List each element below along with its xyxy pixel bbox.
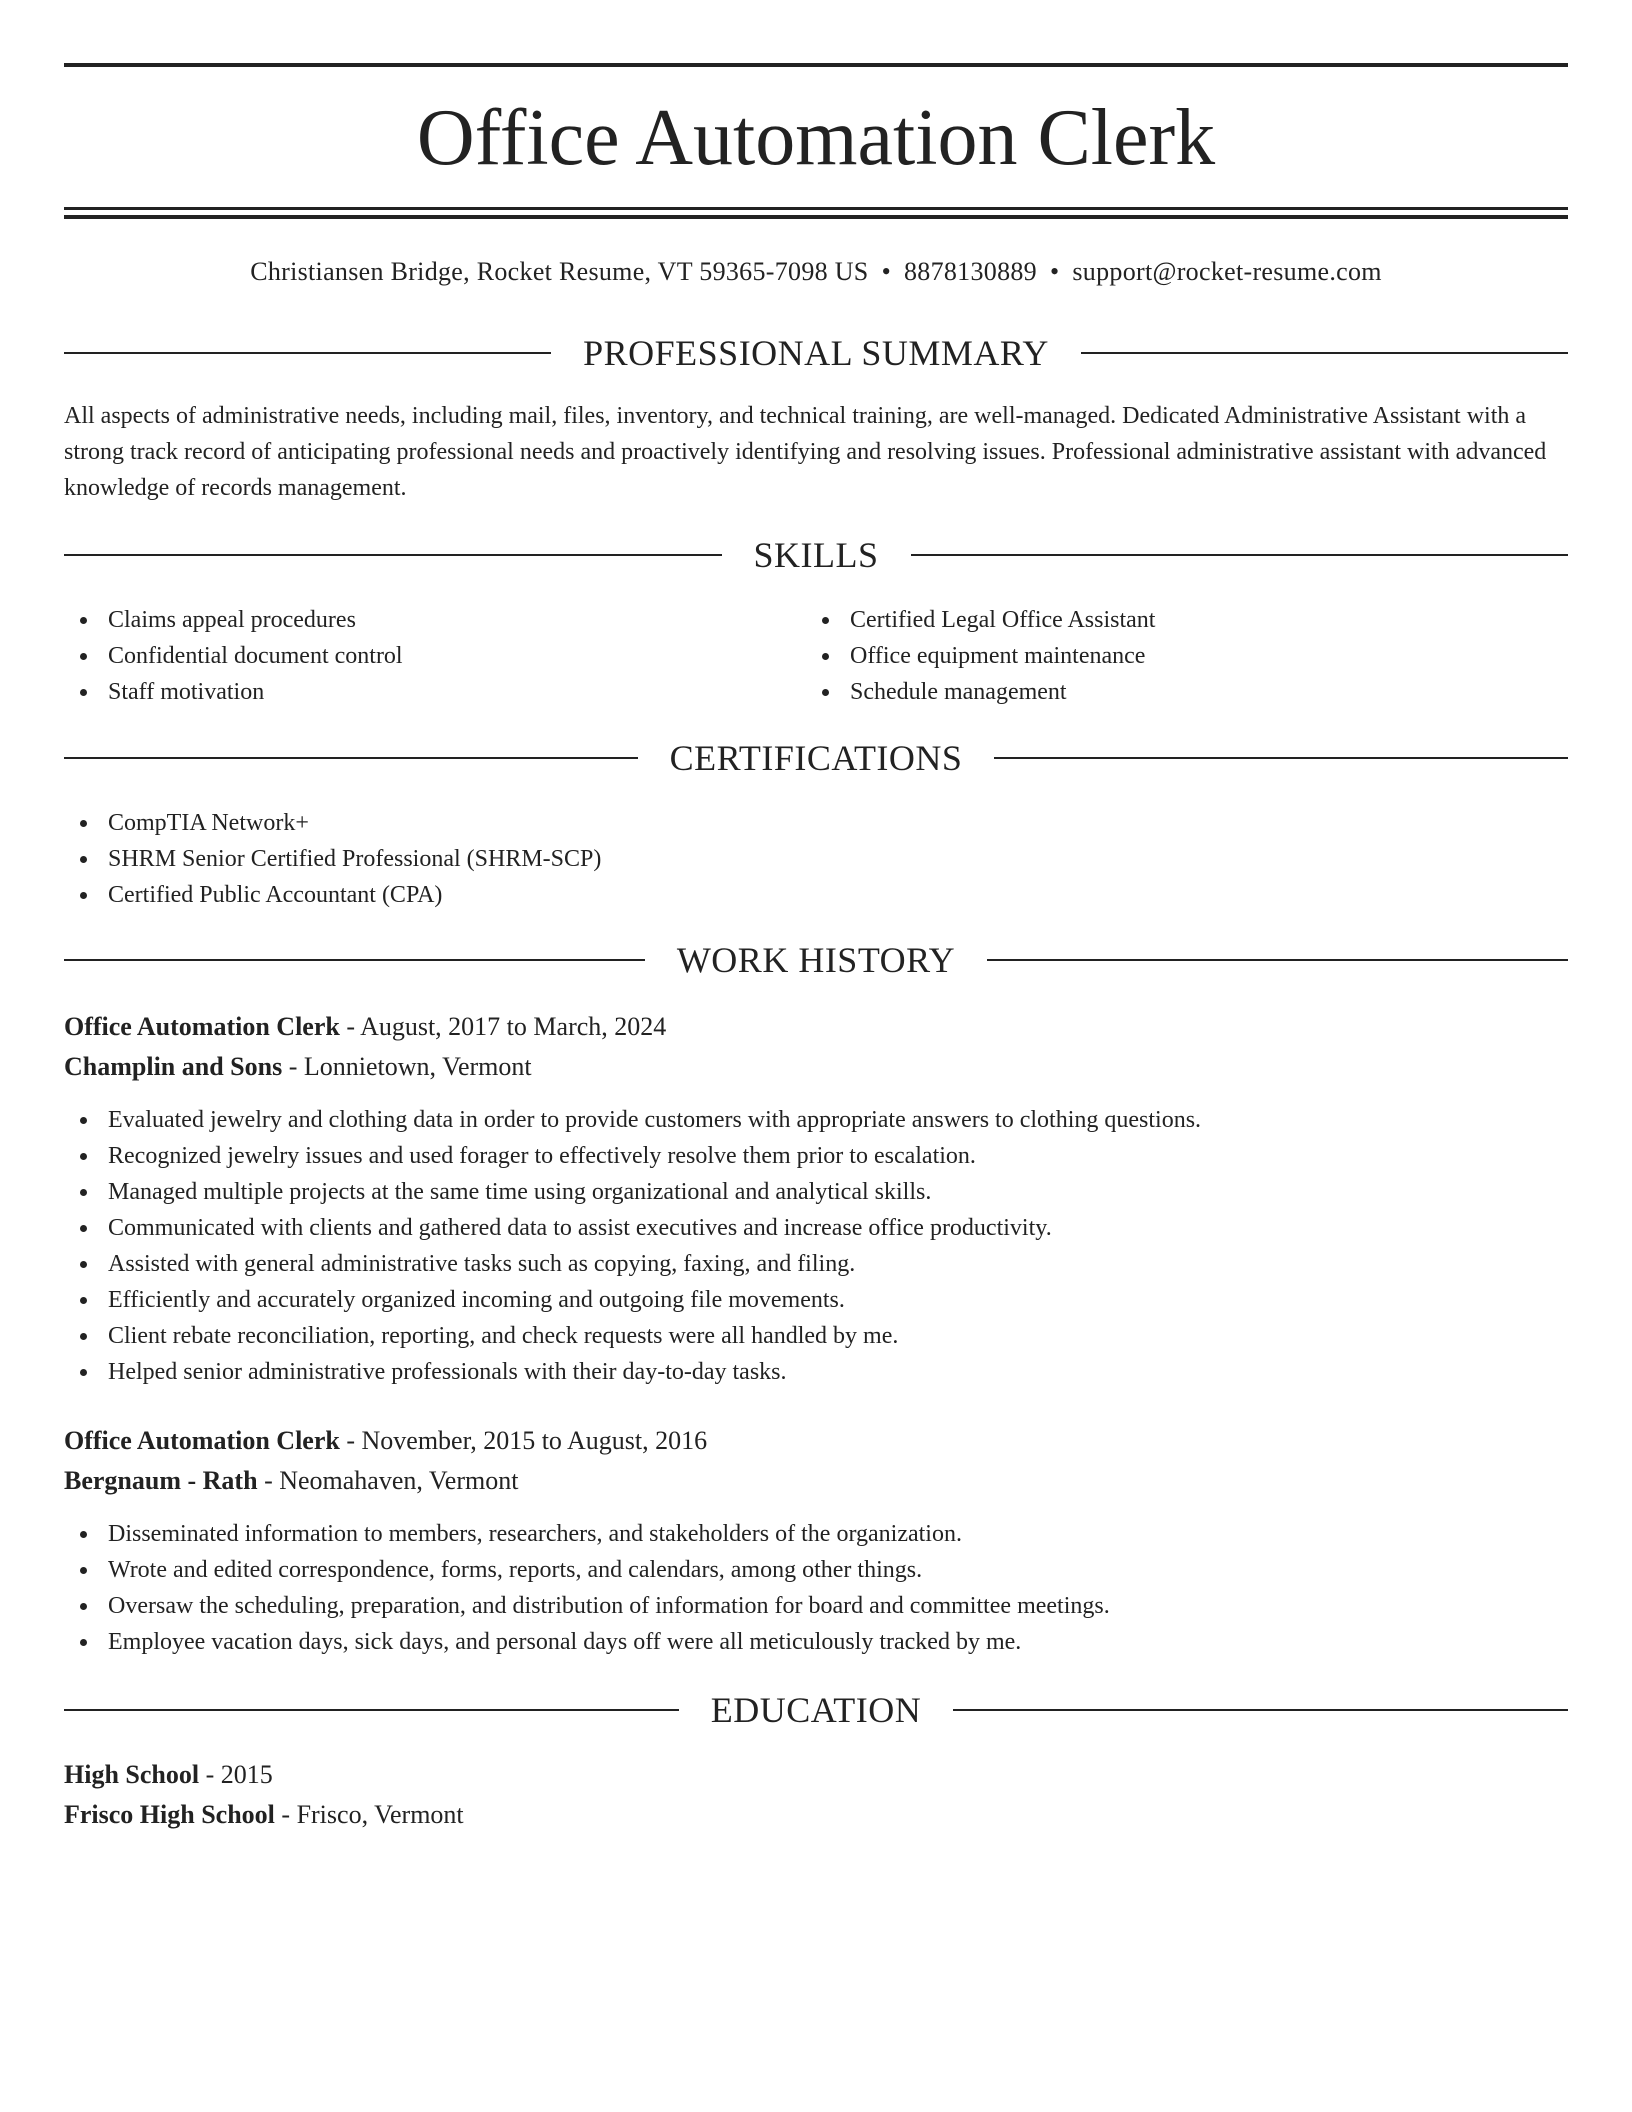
job-company: Bergnaum - Rath [64, 1466, 258, 1495]
skills-heading-label: SKILLS [753, 535, 879, 575]
heading-rule-left [64, 554, 722, 556]
job-title-line [64, 1009, 1568, 1045]
job-company-line [64, 1049, 1568, 1085]
heading-rule-right [1081, 352, 1568, 354]
skill-item: Staff motivation [64, 674, 804, 710]
title-rule-lower [64, 215, 1568, 219]
skill-item: Certified Legal Office Assistant [806, 602, 1546, 638]
heading-rule-left [64, 959, 645, 961]
job-bullet: Oversaw the scheduling, preparation, and distribution of information for board and committee meetings. [64, 1588, 1568, 1624]
education-school-line [64, 1797, 1568, 1833]
job-bullet: Assisted with general administrative tasks such as copying, faxing, and filing. [64, 1246, 1568, 1282]
skill-item: Confidential document control [64, 638, 804, 674]
skills-list-left [64, 602, 804, 710]
contact-separator: • [881, 257, 891, 286]
certifications-list [64, 805, 1568, 913]
job-bullet: Client rebate reconciliation, reporting, and check requests were all handled by me. [64, 1318, 1568, 1354]
job-bullet: Disseminated information to members, researchers, and stakeholders of the organization. [64, 1516, 1568, 1552]
contact-line [64, 254, 1568, 290]
education-heading [64, 1690, 1568, 1730]
job-bullet: Helped senior administrative professionals with their day-to-day tasks. [64, 1354, 1568, 1390]
contact-separator: • [1049, 257, 1060, 286]
job-title: Office Automation Clerk [64, 1012, 340, 1041]
contact-phone: 8878130889 [903, 257, 1037, 286]
job-bullets [64, 1102, 1568, 1390]
heading-rule-right [911, 554, 1569, 556]
job-bullet: Efficiently and accurately organized incoming and outgoing file movements. [64, 1282, 1568, 1318]
job-dates: - November, 2015 to August, 2016 [346, 1426, 708, 1455]
skills-list-right [806, 602, 1546, 710]
heading-rule-right [987, 959, 1568, 961]
certifications-heading [64, 738, 1568, 778]
summary-heading-label: PROFESSIONAL SUMMARY [583, 333, 1049, 373]
education-location: - Frisco, Vermont [281, 1800, 464, 1829]
job-dates: - August, 2017 to March, 2024 [346, 1012, 667, 1041]
contact-email: support@rocket-resume.com [1072, 257, 1382, 286]
education-heading-label: EDUCATION [710, 1690, 922, 1730]
education-degree-line [64, 1757, 1568, 1793]
job-bullet: Managed multiple projects at the same time using organizational and analytical skills. [64, 1174, 1568, 1210]
heading-rule-right [953, 1709, 1568, 1711]
top-rule [64, 63, 1568, 67]
summary-text: All aspects of administrative needs, including mail, files, inventory, and technical training, are well-managed. Dedicated Administrative Assistant with a strong track record of anticipating professional needs and proactively identifying and resolving issues. Professional administrative assistant with advanced knowledge of records management. [64, 403, 1547, 501]
job-location: - Neomahaven, Vermont [264, 1466, 519, 1495]
job-location: - Lonnietown, Vermont [288, 1052, 532, 1081]
title-rule-upper [64, 207, 1568, 210]
education-degree: High School [64, 1760, 200, 1789]
summary-heading [64, 333, 1568, 373]
education-year: - 2015 [205, 1760, 273, 1789]
job-bullets [64, 1516, 1568, 1660]
heading-rule-left [64, 757, 638, 759]
education-school: Frisco High School [64, 1800, 275, 1829]
certification-item: CompTIA Network+ [64, 805, 1568, 841]
heading-rule-left [64, 1709, 679, 1711]
certifications-heading-label: CERTIFICATIONS [669, 738, 963, 778]
job-bullet: Evaluated jewelry and clothing data in order to provide customers with appropriate answers to clothing questions. [64, 1102, 1568, 1138]
job-company-line [64, 1463, 1568, 1499]
job-bullet: Communicated with clients and gathered data to assist executives and increase office productivity. [64, 1210, 1568, 1246]
contact-address: Christiansen Bridge, Rocket Resume, VT 59365-7098 US [250, 257, 869, 286]
job-bullet: Employee vacation days, sick days, and personal days off were all meticulously tracked by me. [64, 1624, 1568, 1660]
work-history-heading-label: WORK HISTORY [676, 940, 956, 980]
heading-rule-left [64, 352, 551, 354]
skill-item: Office equipment maintenance [806, 638, 1546, 674]
skill-item: Schedule management [806, 674, 1546, 710]
job-company: Champlin and Sons [64, 1052, 283, 1081]
certification-item: SHRM Senior Certified Professional (SHRM-SCP) [64, 841, 1568, 877]
job-bullet: Wrote and edited correspondence, forms, reports, and calendars, among other things. [64, 1552, 1568, 1588]
heading-rule-right [994, 757, 1568, 759]
job-bullet: Recognized jewelry issues and used forager to effectively resolve them prior to escalation. [64, 1138, 1568, 1174]
work-history-heading [64, 940, 1568, 980]
resume-title: Office Automation Clerk [416, 94, 1216, 182]
job-title-line [64, 1423, 1568, 1459]
skills-heading [64, 535, 1568, 575]
certification-item: Certified Public Accountant (CPA) [64, 877, 1568, 913]
job-title: Office Automation Clerk [64, 1426, 340, 1455]
skill-item: Claims appeal procedures [64, 602, 804, 638]
